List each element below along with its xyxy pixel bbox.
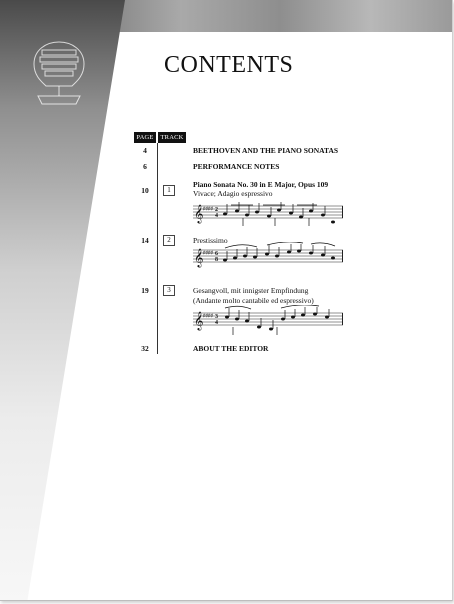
entry-title[interactable]: Prestissimo	[193, 236, 228, 245]
music-staff-icon	[193, 305, 343, 337]
entry-page-number: 6	[143, 162, 147, 171]
page-column-header: PAGE	[134, 132, 156, 143]
entry-title[interactable]: PERFORMANCE NOTES	[193, 162, 280, 171]
svg-text:4: 4	[215, 213, 218, 219]
track-column-header: TRACK	[158, 132, 186, 143]
entry-title[interactable]: BEETHOVEN AND THE PIANO SONATAS	[193, 146, 339, 155]
entry-page-number: 19	[141, 286, 149, 295]
entry-page-number: 4	[143, 146, 147, 155]
contents-title: CONTENTS	[164, 52, 294, 78]
track-number-box[interactable]: 3	[163, 285, 175, 296]
entry-title[interactable]: Gesangvoll, mit innigster Empfindung	[193, 286, 309, 295]
svg-text:♯♯♯♯: ♯♯♯♯	[203, 314, 213, 319]
svg-text:6: 6	[215, 251, 218, 257]
svg-text:2: 2	[215, 207, 218, 213]
svg-text:𝄞: 𝄞	[194, 250, 204, 267]
svg-text:𝄞: 𝄞	[194, 313, 204, 330]
entry-page-number: 32	[141, 344, 149, 353]
column-divider	[157, 143, 158, 354]
svg-text:♯♯♯♯: ♯♯♯♯	[203, 207, 213, 212]
entry-title[interactable]: ABOUT THE EDITOR	[193, 344, 269, 353]
entry-title[interactable]: Piano Sonata No. 30 in E Major, Opus 109	[193, 180, 329, 189]
music-staff-icon	[193, 242, 343, 270]
svg-text:3: 3	[215, 314, 218, 320]
entry-subtitle: Vivace; Adagio espressivo	[193, 189, 273, 198]
svg-text:8: 8	[215, 257, 218, 263]
publisher-seal-icon	[28, 38, 90, 110]
track-number-box[interactable]: 1	[163, 185, 175, 196]
track-number-box[interactable]: 2	[163, 235, 175, 246]
entry-page-number: 10	[141, 186, 149, 195]
svg-text:𝄞: 𝄞	[194, 206, 204, 223]
entry-page-number: 14	[141, 236, 149, 245]
music-staff-icon	[193, 198, 343, 230]
svg-text:4: 4	[215, 320, 218, 326]
entry-subtitle: (Andante molto cantabile ed espressivo)	[193, 296, 314, 305]
svg-text:♯♯♯♯: ♯♯♯♯	[203, 251, 213, 256]
